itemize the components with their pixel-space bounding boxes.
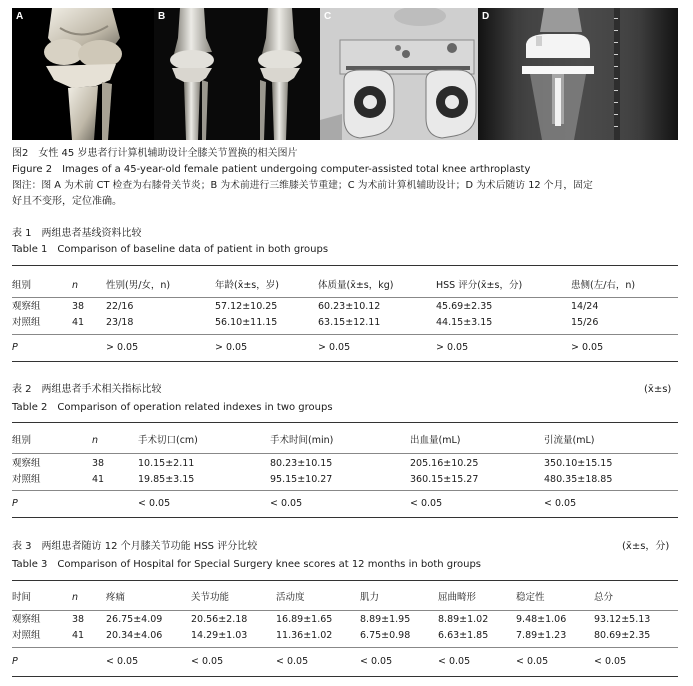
figure-2-panels	[12, 8, 678, 140]
table1-header-rule	[12, 297, 678, 298]
table1-bottom-rule	[12, 361, 678, 362]
table3-cell: 38	[72, 614, 85, 625]
table3-p-rule	[12, 647, 678, 648]
table1-header-cell: 性别(男/女，n)	[106, 280, 171, 291]
table3-cell: 16.89±1.65	[276, 614, 333, 625]
table2-cell: P	[12, 498, 18, 509]
table2-header-cell: 手术时间(min)	[270, 435, 334, 446]
table2-cell: 95.15±10.27	[270, 474, 333, 485]
table3-cell: < 0.05	[276, 656, 309, 667]
table3-cell: < 0.05	[191, 656, 224, 667]
table2-cell: 38	[92, 458, 105, 469]
table3-header-cell: 活动度	[276, 592, 305, 603]
table2-cell: 350.10±15.15	[544, 458, 613, 469]
table1-cell: 56.10±11.15	[215, 317, 278, 328]
table2-cell: 10.15±2.11	[138, 458, 195, 469]
table2-cell: 205.16±10.25	[410, 458, 479, 469]
table3-cell: 8.89±1.95	[360, 614, 411, 625]
table1-cell: 57.12±10.25	[215, 301, 278, 312]
table3-title-cn: 表 3 两组患者随访 12 个月膝关节功能 HSS 评分比较	[12, 541, 258, 552]
table2-top-rule	[12, 422, 678, 423]
table3-cell: P	[12, 656, 18, 667]
table3-cell: 7.89±1.23	[516, 630, 567, 641]
table1-cell: > 0.05	[106, 342, 139, 353]
table1-title-cn: 表 1 两组患者基线资料比较	[12, 228, 142, 239]
table3-cell: 对照组	[12, 630, 41, 641]
table3-header-cell: 疼痛	[106, 592, 126, 603]
table3-cell: 80.69±2.35	[594, 630, 651, 641]
table1-cell: 63.15±12.11	[318, 317, 381, 328]
panel-a-ct-image	[12, 8, 154, 140]
table3-cell: < 0.05	[106, 656, 139, 667]
table1-cell: 对照组	[12, 317, 41, 328]
table2-cell: 360.15±15.27	[410, 474, 479, 485]
table1-cell: 14/24	[571, 301, 599, 312]
table2-cell: 80.23±10.15	[270, 458, 333, 469]
table2-header-cell: 出血量(mL)	[410, 435, 461, 446]
table3-cell: < 0.05	[360, 656, 393, 667]
table1-cell: 22/16	[106, 301, 134, 312]
table1-header-cell: HSS 评分(x̄±s，分)	[436, 280, 523, 291]
table1-cell: > 0.05	[571, 342, 604, 353]
panel-b-label: B	[158, 11, 166, 22]
table1-cell: P	[12, 342, 18, 353]
table1-top-rule	[12, 265, 678, 266]
table3-cell: < 0.05	[516, 656, 549, 667]
panel-c-label: C	[324, 11, 332, 22]
table2-cell: 对照组	[12, 474, 41, 485]
table3-header-cell: n	[72, 592, 79, 603]
table1-header-cell: 体质量(x̄±s，kg)	[318, 280, 394, 291]
table3-header-cell: 稳定性	[516, 592, 545, 603]
table3-cell: 6.63±1.85	[438, 630, 489, 641]
table2-cell: < 0.05	[138, 498, 171, 509]
figure-note-line1: 图注：图 A 为术前 CT 检查为右膝骨关节炎；B 为术前进行三维膝关节重建；C 为术前计算机辅助设计；D 为术后随访 12 个月，固定	[12, 180, 593, 191]
ct-knee-render	[12, 8, 154, 140]
table3-header-rule	[12, 610, 678, 611]
table2-bottom-rule	[12, 517, 678, 518]
table1-cell: 60.23±10.12	[318, 301, 381, 312]
3d-reconstruction-render	[154, 8, 320, 140]
table1-cell: > 0.05	[436, 342, 469, 353]
table1-cell: 45.69±2.35	[436, 301, 493, 312]
table3-header-cell: 总分	[594, 592, 614, 603]
table1-cell: 38	[72, 301, 85, 312]
table1-cell: 观察组	[12, 301, 41, 312]
table3-top-rule	[12, 580, 678, 581]
panel-d-xray-image	[478, 8, 678, 140]
table2-cell: 观察组	[12, 458, 41, 469]
table1-cell: 15/26	[571, 317, 599, 328]
table1-title-en: Table 1 Comparison of baseline data of patient in both groups	[12, 244, 329, 255]
table2-title-cn: 表 2 两组患者手术相关指标比较	[12, 384, 162, 395]
table3-bottom-rule	[12, 676, 678, 677]
table3-unit: (x̄±s，分)	[622, 541, 670, 552]
table2-header-cell: n	[92, 435, 99, 446]
table2-unit: (x̄±s)	[644, 384, 672, 395]
table3-cell: 11.36±1.02	[276, 630, 333, 641]
table1-cell: 44.15±3.15	[436, 317, 493, 328]
table2-header-cell: 手术切口(cm)	[138, 435, 198, 446]
table3-cell: 观察组	[12, 614, 41, 625]
table1-header-cell: 组别	[12, 280, 32, 291]
table3-cell: 6.75±0.98	[360, 630, 411, 641]
figure-caption-en: Figure 2 Images of a 45-year-old female patient undergoing computer-assisted total knee arthroplasty	[12, 164, 531, 175]
table3-cell: < 0.05	[438, 656, 471, 667]
xray-followup-render	[478, 8, 678, 140]
table3-cell: 8.89±1.02	[438, 614, 489, 625]
table3-cell: 26.75±4.09	[106, 614, 163, 625]
table3-cell: < 0.05	[594, 656, 627, 667]
table3-cell: 9.48±1.06	[516, 614, 567, 625]
table1-header-cell: n	[72, 280, 79, 291]
table3-cell: 14.29±1.03	[191, 630, 248, 641]
table2-cell: 480.35±18.85	[544, 474, 613, 485]
table1-cell: 41	[72, 317, 85, 328]
table2-cell: < 0.05	[410, 498, 443, 509]
table3-cell: 20.56±2.18	[191, 614, 248, 625]
figure-note-line2: 好且不变形，定位准确。	[12, 196, 122, 207]
panel-b-reconstruction-image	[154, 8, 320, 140]
table3-cell: 20.34±4.06	[106, 630, 163, 641]
table1-header-cell: 年龄(x̄±s，岁)	[215, 280, 279, 291]
table1-header-cell: 患侧(左/右，n)	[571, 280, 636, 291]
table3-header-cell: 关节功能	[191, 592, 230, 603]
table3-header-cell: 屈曲畸形	[438, 592, 477, 603]
table2-cell: < 0.05	[270, 498, 303, 509]
table3-title-en: Table 3 Comparison of Hospital for Special Surgery knee scores at 12 months in both groups	[12, 559, 482, 570]
panel-d-label: D	[482, 11, 490, 22]
table2-header-cell: 引流量(mL)	[544, 435, 595, 446]
table2-cell: < 0.05	[544, 498, 577, 509]
table1-cell: > 0.05	[318, 342, 351, 353]
table2-header-cell: 组别	[12, 435, 32, 446]
table3-header-cell: 肌力	[360, 592, 380, 603]
table3-header-cell: 时间	[12, 592, 32, 603]
table2-title-en: Table 2 Comparison of operation related indexes in two groups	[12, 402, 333, 413]
table1-cell: > 0.05	[215, 342, 248, 353]
table1-p-rule	[12, 334, 678, 335]
table2-p-rule	[12, 490, 678, 491]
table3-cell: 93.12±5.13	[594, 614, 651, 625]
figure-caption-cn: 图2 女性 45 岁患者行计算机辅助设计全膝关节置换的相关图片	[12, 148, 298, 159]
panel-a-label: A	[16, 11, 24, 22]
panel-c-cad-image	[320, 8, 478, 140]
table1-cell: 23/18	[106, 317, 134, 328]
table2-cell: 19.85±3.15	[138, 474, 195, 485]
table3-cell: 41	[72, 630, 85, 641]
cad-design-render	[320, 8, 478, 140]
table2-cell: 41	[92, 474, 105, 485]
table2-header-rule	[12, 453, 678, 454]
